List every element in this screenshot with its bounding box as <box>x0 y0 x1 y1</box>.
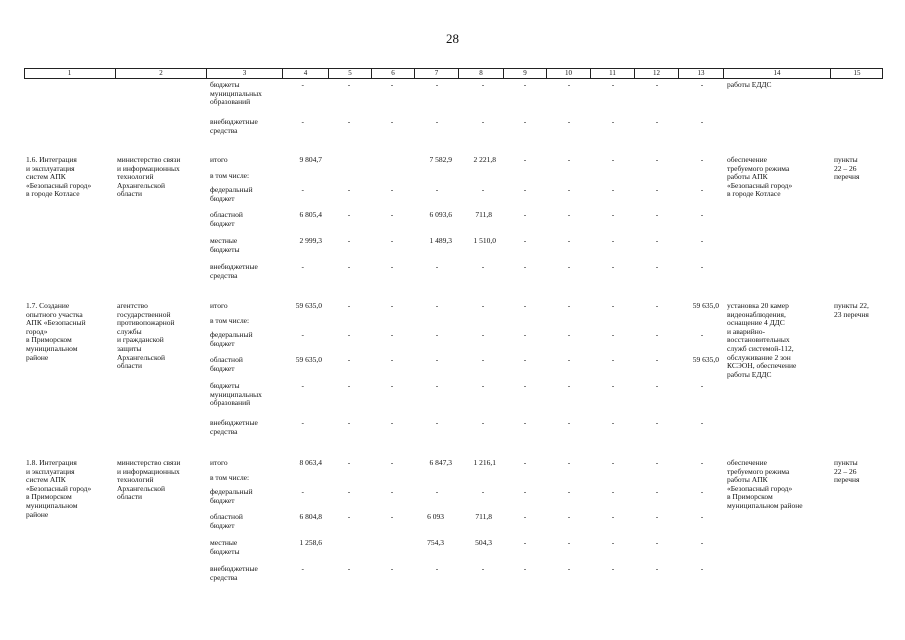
header-col-9: 9 <box>503 68 546 79</box>
cell-col13: 59 635,0 <box>692 355 719 364</box>
header-col-14: 14 <box>723 68 830 79</box>
cell-col10: - <box>567 185 571 194</box>
cell-col9: - <box>523 418 527 427</box>
cell-col9: - <box>523 210 527 219</box>
cell-col12: - <box>655 381 659 390</box>
cell-col8: - <box>481 487 485 496</box>
cell-col10: - <box>567 155 571 164</box>
header-col-3: 3 <box>206 68 282 79</box>
cell-col10: - <box>567 330 571 339</box>
cell-col7: 1 489,3 <box>429 236 452 245</box>
measure-title: 1.6. Интеграция и эксплуатация систем АПК «Безопасный город» в городе Котласе <box>26 155 92 199</box>
cell-col8: 1 216,1 <box>473 458 496 467</box>
cell-col8: - <box>481 418 485 427</box>
cell-col8: - <box>481 355 485 364</box>
cell-col6: - <box>390 117 394 126</box>
cell-col4: 8 063,4 <box>299 458 322 467</box>
cell-col11: - <box>611 418 615 427</box>
cell-col8: - <box>481 301 485 310</box>
cell-col13: - <box>700 117 704 126</box>
cell-col9: - <box>523 564 527 573</box>
cell-col8: - <box>481 117 485 126</box>
cell-col6: - <box>390 262 394 271</box>
points-ref: пункты 22 – 26 перечня <box>834 155 860 182</box>
cell-col8: - <box>481 381 485 390</box>
header-col-13: 13 <box>678 68 723 79</box>
cell-col9: - <box>523 185 527 194</box>
cell-col4: - <box>301 564 304 573</box>
row-label: внебюджетные средства <box>210 418 258 436</box>
cell-col4: 6 805,4 <box>299 210 322 219</box>
cell-col7: 6 847,3 <box>429 458 452 467</box>
cell-col11: - <box>611 301 615 310</box>
cell-col13: - <box>700 210 704 219</box>
cell-col12: - <box>655 262 659 271</box>
cell-col4: - <box>301 487 304 496</box>
cell-col4: - <box>301 381 304 390</box>
row-label: итого <box>210 155 228 164</box>
cell-col4: 9 804,7 <box>299 155 322 164</box>
cell-col11: - <box>611 117 615 126</box>
cell-col11: - <box>611 80 615 89</box>
executor: агентство государственной противопожарной службы и гражданской защиты Архангельской области <box>117 301 175 371</box>
header-col-15: 15 <box>830 68 883 79</box>
cell-col4: - <box>301 185 304 194</box>
row-label: федеральный бюджет <box>210 487 253 505</box>
cell-col12: - <box>655 487 659 496</box>
cell-col11: - <box>611 487 615 496</box>
header-col-12: 12 <box>634 68 678 79</box>
row-label: внебюджетные средства <box>210 117 258 135</box>
cell-col13: - <box>700 487 704 496</box>
cell-col10: - <box>567 236 571 245</box>
cell-col9: - <box>523 117 527 126</box>
cell-col12: - <box>655 236 659 245</box>
cell-col4: 1 258,6 <box>299 538 322 547</box>
cell-col6: - <box>390 236 394 245</box>
cell-col8: - <box>481 80 485 89</box>
row-label: областной бюджет <box>210 210 243 228</box>
cell-col4: - <box>301 117 304 126</box>
cell-col5: - <box>347 262 351 271</box>
cell-col11: - <box>611 355 615 364</box>
result-text: установка 20 камер видеонаблюдения, оснащение 4 ДДС и аварийно- восстановительных служб системой-112, обслуживание 2 зон КСЭОН, обеспечение работы ЕДДС <box>727 301 797 379</box>
cell-col5: - <box>347 381 351 390</box>
row-label: итого <box>210 301 228 310</box>
header-col-8: 8 <box>458 68 503 79</box>
cell-col5: - <box>347 330 351 339</box>
cell-col8: - <box>481 185 485 194</box>
cell-col10: - <box>567 538 571 547</box>
row-label: областной бюджет <box>210 355 243 373</box>
cell-col9: - <box>523 155 527 164</box>
cell-col9: - <box>523 381 527 390</box>
cell-col12: - <box>655 301 659 310</box>
cell-col12: - <box>655 418 659 427</box>
cell-col11: - <box>611 458 615 467</box>
cell-col13: 59 635,0 <box>692 301 719 310</box>
cell-col9: - <box>523 262 527 271</box>
cell-col11: - <box>611 262 615 271</box>
row-label: бюджеты муниципальных образований <box>210 80 262 107</box>
header-col-6: 6 <box>371 68 414 79</box>
cell-col5: - <box>347 458 351 467</box>
header-col-5: 5 <box>328 68 371 79</box>
row-label: в том числе: <box>210 473 250 482</box>
cell-col10: - <box>567 210 571 219</box>
result-text: обеспечение требуемого режима работы АПК «Безопасный город» в Приморском муниципальном районе <box>727 458 803 510</box>
cell-col6: - <box>390 185 394 194</box>
cell-col7: - <box>435 301 439 310</box>
cell-col4: - <box>301 418 304 427</box>
row-label: местные бюджеты <box>210 538 240 556</box>
cell-col9: - <box>523 330 527 339</box>
cell-col10: - <box>567 262 571 271</box>
cell-col11: - <box>611 155 615 164</box>
cell-col6: - <box>390 210 394 219</box>
cell-col9: - <box>523 301 527 310</box>
cell-col12: - <box>655 564 659 573</box>
cell-col6: - <box>390 301 394 310</box>
row-label: местные бюджеты <box>210 236 240 254</box>
cell-col5: - <box>347 355 351 364</box>
cell-col6: - <box>390 487 394 496</box>
measure-title: 1.7. Создание опытного участка АПК «Безопасный город» в Приморском муниципальном районе <box>26 301 86 362</box>
cell-col10: - <box>567 301 571 310</box>
cell-col12: - <box>655 512 659 521</box>
cell-col8: 504,3 <box>475 538 492 547</box>
cell-col13: - <box>700 330 704 339</box>
cell-col5: - <box>347 80 351 89</box>
cell-col4: - <box>301 262 304 271</box>
cell-col10: - <box>567 487 571 496</box>
cell-col12: - <box>655 155 659 164</box>
cell-col5: - <box>347 301 351 310</box>
cell-col8: 2 221,8 <box>473 155 496 164</box>
measure-title: 1.8. Интеграция и эксплуатация систем АПК «Безопасный город» в Приморском муниципальном районе <box>26 458 92 519</box>
cell-col7: - <box>435 381 439 390</box>
cell-col8: - <box>481 262 485 271</box>
cell-col8: - <box>481 564 485 573</box>
cell-col12: - <box>655 330 659 339</box>
header-col-2: 2 <box>115 68 206 79</box>
cell-col7: - <box>435 262 439 271</box>
cell-col11: - <box>611 381 615 390</box>
cell-col4: 59 635,0 <box>295 355 322 364</box>
cell-col9: - <box>523 236 527 245</box>
cell-col5: - <box>347 487 351 496</box>
row-label: итого <box>210 458 228 467</box>
row-label: федеральный бюджет <box>210 185 253 203</box>
cell-col5: - <box>347 418 351 427</box>
header-col-10: 10 <box>546 68 590 79</box>
cell-col11: - <box>611 185 615 194</box>
points-ref: пункты 22, 23 перечня <box>834 301 869 319</box>
cell-col7: - <box>435 117 439 126</box>
cell-col13: - <box>700 538 704 547</box>
cell-col9: - <box>523 80 527 89</box>
cell-col6: - <box>390 564 394 573</box>
cell-col6: - <box>390 418 394 427</box>
cell-col12: - <box>655 80 659 89</box>
cell-col13: - <box>700 458 704 467</box>
cell-col7: - <box>435 418 439 427</box>
cell-col6: - <box>390 458 394 467</box>
cell-col7: 754,3 <box>427 538 444 547</box>
cell-col12: - <box>655 355 659 364</box>
cell-col6: - <box>390 80 394 89</box>
cell-col10: - <box>567 117 571 126</box>
cell-col7: - <box>435 564 439 573</box>
cell-col9: - <box>523 512 527 521</box>
cell-col12: - <box>655 538 659 547</box>
cell-col4: 59 635,0 <box>295 301 322 310</box>
header-col-11: 11 <box>590 68 634 79</box>
cell-col10: - <box>567 564 571 573</box>
cell-col8: 711,8 <box>475 210 492 219</box>
cell-col7: - <box>435 487 439 496</box>
cell-col4: - <box>301 330 304 339</box>
cell-col6: - <box>390 512 394 521</box>
header-col-4: 4 <box>282 68 328 79</box>
row-label: бюджеты муниципальных образований <box>210 381 262 408</box>
cell-col12: - <box>655 185 659 194</box>
cell-col11: - <box>611 236 615 245</box>
cell-col4: 6 804,8 <box>299 512 322 521</box>
cell-col13: - <box>700 512 704 521</box>
result-text: обеспечение требуемого режима работы АПК «Безопасный город» в городе Котласе <box>727 155 793 199</box>
cell-col11: - <box>611 330 615 339</box>
cell-col7: - <box>435 330 439 339</box>
cell-col12: - <box>655 117 659 126</box>
cell-col10: - <box>567 80 571 89</box>
cell-col13: - <box>700 418 704 427</box>
cell-col5: - <box>347 236 351 245</box>
cell-col11: - <box>611 564 615 573</box>
cell-col7: 6 093,6 <box>429 210 452 219</box>
cell-col7: 6 093 <box>427 512 444 521</box>
cell-col5: - <box>347 564 351 573</box>
cell-col7: - <box>435 185 439 194</box>
cell-col11: - <box>611 538 615 547</box>
cell-col10: - <box>567 458 571 467</box>
cell-col13: - <box>700 564 704 573</box>
cell-col13: - <box>700 185 704 194</box>
cell-col8: - <box>481 330 485 339</box>
page-number: 28 <box>446 31 459 46</box>
cell-col5: - <box>347 185 351 194</box>
cell-col6: - <box>390 330 394 339</box>
cell-col9: - <box>523 538 527 547</box>
cell-col12: - <box>655 458 659 467</box>
header-col-1: 1 <box>67 69 72 77</box>
row-label: внебюджетные средства <box>210 564 258 582</box>
executor: министерство связи и информационных технологий Архангельской области <box>117 155 181 199</box>
cell-col9: - <box>523 487 527 496</box>
cell-col6: - <box>390 355 394 364</box>
row-label: в том числе: <box>210 171 250 180</box>
executor: министерство связи и информационных технологий Архангельской области <box>117 458 181 502</box>
row-label: в том числе: <box>210 316 250 325</box>
cell-col13: - <box>700 262 704 271</box>
cell-col10: - <box>567 381 571 390</box>
cell-col5: - <box>347 512 351 521</box>
cell-col7: 7 582,9 <box>429 155 452 164</box>
cell-col9: - <box>523 355 527 364</box>
cell-col8: 711,8 <box>475 512 492 521</box>
cell-col5: - <box>347 210 351 219</box>
cell-col10: - <box>567 355 571 364</box>
cell-col10: - <box>567 512 571 521</box>
cell-col11: - <box>611 512 615 521</box>
cell-col7: - <box>435 80 439 89</box>
cell-col11: - <box>611 210 615 219</box>
cell-col13: - <box>700 80 704 89</box>
cell-col9: - <box>523 458 527 467</box>
cell-col12: - <box>655 210 659 219</box>
header-col-7: 7 <box>414 68 458 79</box>
row-label: внебюджетные средства <box>210 262 258 280</box>
row-label: федеральный бюджет <box>210 330 253 348</box>
cell-col4: 2 999,3 <box>299 236 322 245</box>
points-ref: пункты 22 – 26 перечня <box>834 458 860 485</box>
row-label: областной бюджет <box>210 512 243 530</box>
cell-col13: - <box>700 236 704 245</box>
cell-col5: - <box>347 117 351 126</box>
result-text: работы ЕДДС <box>727 80 772 89</box>
cell-col6: - <box>390 381 394 390</box>
cell-col4: - <box>301 80 304 89</box>
cell-col13: - <box>700 381 704 390</box>
cell-col10: - <box>567 418 571 427</box>
cell-col13: - <box>700 155 704 164</box>
cell-col7: - <box>435 355 439 364</box>
cell-col8: 1 510,0 <box>473 236 496 245</box>
